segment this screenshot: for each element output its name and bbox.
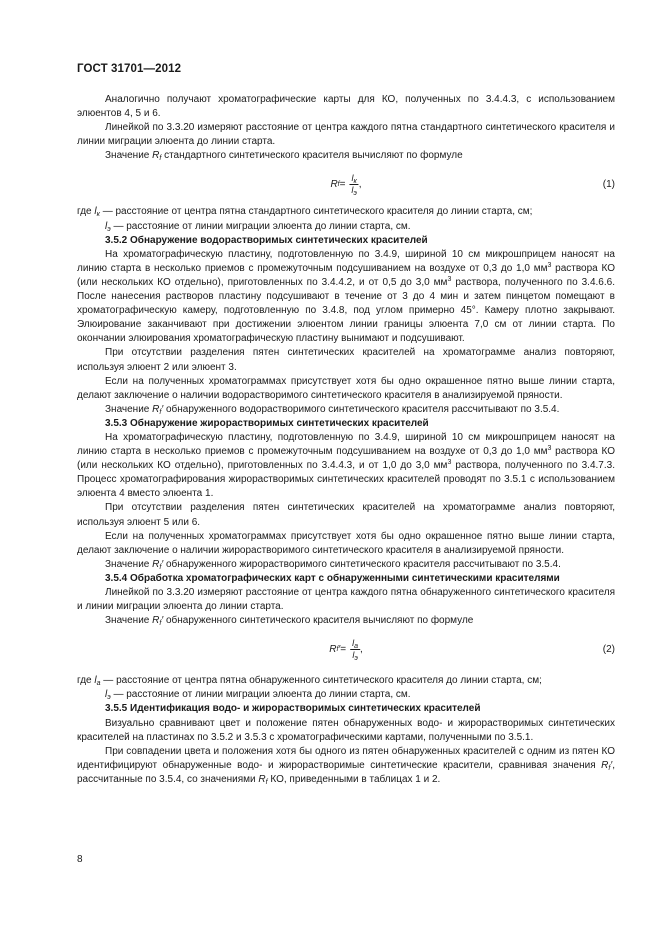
fraction: $\frac{l_а}{l_э}$ xyxy=(352,638,359,663)
page-number: 8 xyxy=(77,854,83,865)
definition: где $l_а$ — расстояние от центра пятна обнаруженного синтетического красителя до линии старта, см; xyxy=(77,675,542,688)
definition: $l_э$ — расстояние от линии миграции элюента до линии старта, см. xyxy=(105,689,411,702)
paragraph: При отсутствии разделения пятен синтетических красителей на хроматограмме анализ повторяют, используя элюент 2 или элюент 3. xyxy=(77,347,615,373)
definition: где $l_к$ — расстояние от центра пятна стандартного синтетического красителя до линии старта, см; xyxy=(77,206,533,219)
section-heading-3-5-3: 3.5.3 Обнаружение жирорастворимых синтетических красителей xyxy=(105,417,429,429)
document-body xyxy=(77,93,615,787)
equation-number: (1) xyxy=(602,179,615,191)
paragraph: Линейкой по 3.3.20 измеряют расстояние от центра каждого пятна стандартного синтетического красителя и линии миграции элюента до линии старта. xyxy=(77,122,615,148)
formula-1 xyxy=(77,167,615,205)
paragraph: Значение $R_f'$ обнаруженного синтетического красителя вычисляют по формуле xyxy=(105,615,474,628)
formula-2 xyxy=(77,632,615,674)
definition: $l_э$ — расстояние от линии миграции элюента до линии старта, см. xyxy=(105,220,411,233)
paragraph: При отсутствии разделения пятен синтетических красителей на хроматограмме анализ повторяют, используя элюент 5 или 6. xyxy=(77,502,615,528)
paragraph: Значение $R_f'$ обнаруженного водорастворимого синтетического красителя рассчитывают по 3.5.4. xyxy=(105,403,560,416)
paragraph: Аналогично получают хроматографические карты для КО, полученных по 3.4.4.3, с использованием элюентов 4, 5 и 6. xyxy=(77,94,615,120)
paragraph: Визуально сравнивают цвет и положение пятен обнаруженных водо- и жирорастворимых синтетических красителей на пластинах по 3.5.2 и 3.5.3 с хроматографическими картами, полученными по 3.5.1. xyxy=(77,717,615,743)
paragraph: При совпадении цвета и положения хотя бы одного из пятен обнаруженных красителей с одним из пятен КО идентифицируют обнаруженные водо- и жирорастворимые синтетические красители, сравнивая значения $R_f'$, рассчитанные по 3.5.4, со значениями $R_f$ КО, приведенными в таблицах 1 и 2. xyxy=(77,745,615,786)
paragraph: Если на полученных хроматограммах присутствует хотя бы одно окрашенное пятно выше линии старта, делают заключение о наличии жирорастворимого синтетического красителя в анализируемой пряности. xyxy=(77,530,615,556)
paragraph: На хроматографическую пластину, подготовленную по 3.4.9, шириной 10 см микрошприцем наносят на линию старта в несколько приемов с промежуточным подсушиванием на воздухе от 0,3 до 1,0 $мм^3$ раствора КО (или нескольких КО отдельно), приготовленных по 3.4.4.2, и от 0,5 до 3,0 $мм^3$ раствора, полученного по 3.4.6.6. После нанесения растворов пластину подсушивают в течение от 3 до 4 мин и затем пинцетом помещают в хроматографическую камеру, подготовленную по 3.4.8, под углом примерно 45°. Камеру плотно закрывают. Элюирование заканчивают при достижении элюентом линии границы элюента 7,0 см от линии старта. По окончании элюирования хроматографическую пластину вынимают и подсушивают. xyxy=(77,248,615,345)
equation-number: (2) xyxy=(602,644,615,656)
section-heading-3-5-5: 3.5.5 Идентификация водо- и жирорастворимых синтетических красителей xyxy=(105,703,481,715)
paragraph: Значение $R_f$ стандартного синтетического красителя вычисляют по формуле xyxy=(105,150,463,163)
fraction: $\frac{l_к}{l_э}$ xyxy=(351,173,357,198)
section-heading-3-5-4: 3.5.4 Обработка хроматографических карт с обнаруженными синтетическими красителями xyxy=(105,572,560,584)
paragraph: На хроматографическую пластину, подготовленную по 3.4.9, шириной 10 см микрошприцем наносят на линию старта в несколько приемов с промежуточным подсушиванием на воздухе от 0,3 до 1,0 $мм^3$ раствора КО (или нескольких КО отдельно), приготовленных по 3.4.4.3, и от 1,0 до 3,0 $мм^3$ раствора, полученного по 3.4.7.3. Процесс хроматографирования жирорастворимых синтетических красителей проводят по 3.5.1 с использованием элюента 4 вместо элюента 1. xyxy=(77,431,615,500)
document-header: ГОСТ 31701—2012 xyxy=(77,63,182,75)
paragraph: Линейкой по 3.3.20 измеряют расстояние от центра каждого пятна обнаруженного синтетического красителя и линии миграции элюента до линии старта. xyxy=(77,587,615,613)
paragraph: Если на полученных хроматограммах присутствует хотя бы одно окрашенное пятно выше линии старта, делают заключение о наличии водорастворимого синтетического красителя в анализируемой пряности. xyxy=(77,375,615,401)
formula-2-expression: R f ′ = $\frac{l_а}{l_э}$ , xyxy=(329,638,363,663)
paragraph: Значение $R_f'$ обнаруженного жирорастворимого синтетического красителя рассчитывают по 3.5.4. xyxy=(105,558,561,571)
formula-1-expression: R f = $\frac{l_к}{l_э}$ , xyxy=(330,173,362,198)
section-heading-3-5-2: 3.5.2 Обнаружение водорастворимых синтетических красителей xyxy=(105,234,428,246)
